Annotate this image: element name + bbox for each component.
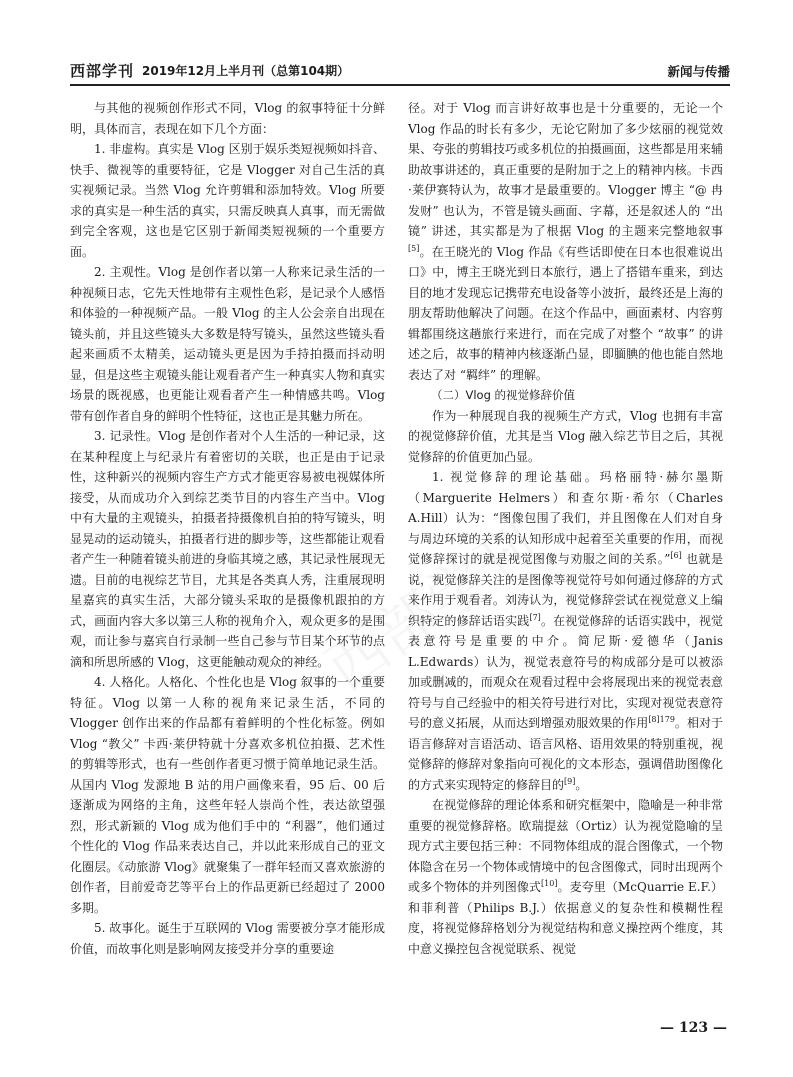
citation: [8]179 (648, 715, 675, 724)
paragraph-text: 在视觉修辞的理论体系和研究框架中，隐喻是一种非常重要的视觉修辞格。欧瑞提兹（Ortiz）认为视觉隐喻的呈现方式主要包括三种：不同物体组成的混合图像式，一个物体隐含在另一个物体或情境中的包含图像式，同时出现两个或多个物体的并列图像式 (408, 798, 723, 894)
paragraph (408, 98, 723, 385)
paragraph: 1. 非虚构。真实是 Vlog 区别于娱乐类短视频如抖音、快手、微视等的重要特征，它是 Vlogger 对自己生活的真实视频记录。当然 Vlog 允许剪辑和添加特效。Vlog 所要求的真实是一种生活的真实，只需反映真人真事，而无需做到完全客观，这也是它区别于新闻类短视频的一个重要方面。 (70, 142, 385, 259)
citation: [6] (670, 551, 682, 560)
section-title: 新闻与传播 (667, 64, 730, 79)
citation: [7] (529, 612, 541, 622)
paragraph: 作为一种展现自我的视频生产方式，Vlog 也拥有丰富的视觉修辞价值，尤其是当 Vlog 融入综艺节目之后，其视觉修辞的价值更加凸显。 (408, 408, 723, 464)
paragraph-text: 。在视觉修辞的话语实践中，视觉表意符号是重要的中介。简尼斯·爱德华（Janis L.Edwards）认为，视觉表意符号的构成部分是可以被添加或删减的，而观众在观看过程中会将展现出来的视觉表意符号与自己经验中的相关符号进行对比，实现对视觉表意符号的意义拓展，从而达到增强劝服效果的作用 (408, 613, 723, 730)
citation: [9] (564, 776, 576, 786)
paragraph-text: 。相对于语言修辞对言语活动、语言风格、语用效果的特别重视，视觉修辞的修辞对象指向可视化的文本形态，强调借助图像化的方式来实现特定的修辞目的 (408, 716, 723, 792)
paragraph-text: 。 (575, 777, 588, 792)
running-header (70, 60, 730, 82)
right-column (408, 98, 723, 959)
paragraph-text: 也就是说，视觉修辞关注的是图像等视觉符号如何通过修辞的方式来作用于观看者。刘涛认为，视觉修辞尝试在视觉意义上编织特定的修辞话语实践 (408, 552, 723, 628)
journal-masthead: 西部学刊 (70, 62, 135, 80)
paragraph-text: 径。对于 Vlog 而言讲好故事也是十分重要的，无论一个 Vlog 作品的时长有多少，无论它附加了多少炫丽的视觉效果、夸张的剪辑技巧或多机位的拍摄画面，这些都是用来辅助故事讲述的，真正重要的是附加于之上的精神内核。卡西·莱伊赛特认为，故事才是最重要的。Vlogger 博主 “@ 冉发财” 也认为，不管是镜头画面、字幕，还是叙述人的 “出镜” 讲述，其实都是为了根据 Vlog 的主题来完整地叙事 (408, 101, 723, 238)
subsection-heading: （二）Vlog 的视觉修辞价值 (431, 388, 576, 402)
issue-info: 2019年12月上半月刊（总第104期） (142, 64, 350, 78)
paragraph: 与其他的视频创作形式不同，Vlog 的叙事特征十分鲜明，具体而言，表现在如下几个方面： (70, 101, 385, 136)
paragraph: 4. 人格化。人格化、个性化也是 Vlog 叙事的一个重要特征。Vlog 以第一人称的视角来记录生活，不同的 Vlogger 创作出来的作品都有着鲜明的个性化标签。例如 Vlog “教父” 卡西·莱伊特就十分喜欢多机位拍摄、艺术性的剪辑等形式，也有一些创作者更习惯于简单地记录生活。从国内 Vlog 发源地 B 站的用户画像来看，95 后、00 后逐渐成为网络的主角，这些年轻人崇尚个性，表达欲望强烈，形式新颖的 Vlog 成为他们手中的 “利器”，他们通过个性化的 Vlog 作品来表达自己，并以此来形成自己的亚文化圈层。《动旅游 Vlog》就聚集了一群年轻而又喜欢旅游的创作者，目前爱奇艺等平台上的作品更新已经超过了 2000 多期。 (70, 675, 385, 915)
paragraph (408, 795, 723, 959)
paragraph-text: 1. 视觉修辞的理论基础。玛格丽特·赫尔墨斯（Marguerite Helmers）和查尔斯·希尔（Charles A.Hill）认为：“图像包围了我们，并且图像在人们对自身与周边环境的关系的认知形成中起着至关重要的作用，而视觉修辞探讨的就是视觉图像与劝服之间的关系。” (408, 470, 723, 566)
paragraph-text: 。麦夸里（McQuarrie E.F.）和菲利普（Philips B.J.）依据意义的复杂性和模糊性程度，将视觉修辞格划分为视觉结构和意义操控两个维度，其中意义操控包含视觉联系、视觉 (408, 880, 723, 956)
paragraph: 5. 故事化。诞生于互联网的 Vlog 需要被分享才能形成价值，而故事化则是影响网友接受并分享的重要途 (70, 921, 385, 956)
paragraph: 2. 主观性。Vlog 是创作者以第一人称来记录生活的一种视频日志，它先天性地带有主观性色彩，是记录个人感悟和体验的一种视频产品。一般 Vlog 的主人公会亲自出现在镜头前，并且这些镜头大多数是特写镜头，虽然这些镜头看起来画质不太精美，运动镜头更是因为手持拍摄而抖动明显，但是这些主观镜头能让观看者产生一种真实人物和真实场景的既视感，也更能让观看者产生一种情感共鸣。Vlog 带有创作者自身的鲜明个性特征，这也正是其魅力所在。 (70, 265, 385, 423)
citation: [5] (408, 243, 420, 253)
left-column (70, 98, 385, 959)
paragraph (408, 467, 723, 795)
paragraph-text: 。在王晓光的 Vlog 作品《有些话即使在日本也很难说出口》中，博主王晓光到日本旅行，遇上了搭错车重来，到达目的地才发现忘记携带充电设备等小波折，最终还是上海的朋友帮助他解决了问题。在这个作品中，画面素材、内容剪辑都围绕这趟旅行来进行，而在完成了对整个 “故事” 的讲述之后，故事的精神内核逐渐凸显，即腼腆的他也能自然地表达了对 “羁绊” 的理解。 (408, 244, 723, 382)
page-number: — 123 — (660, 1020, 727, 1036)
header-rule (70, 84, 730, 86)
citation: [10] (541, 879, 558, 888)
paragraph: 3. 记录性。Vlog 是创作者对个人生活的一种记录，这在某种程度上与纪录片有着密切的关联，也正是由于记录性，这种新兴的视频内容生产方式才能更容易被电视媒体所接受，从而成功介入到综艺类节目的内容生产当中。Vlog 中有大量的主观镜头，拍摄者持摄像机自拍的特写镜头，明显晃动的运动镜头，拍摄者行进的脚步等，这些都能让观看者产生一种随着镜头前进的身临其境之感，其记录性展现无遗。目前的电视综艺节目，尤其是各类真人秀，注重展现明星嘉宾的真实生活，大部分镜头采取的是摄像机跟拍的方式，画面内容大多以第三人称的视角介入，观众更多的是围观，而让参与嘉宾自行录制一些自己参与节目某个环节的点滴和所思所感的 Vlog，这更能触动观众的神经。 (70, 429, 385, 669)
